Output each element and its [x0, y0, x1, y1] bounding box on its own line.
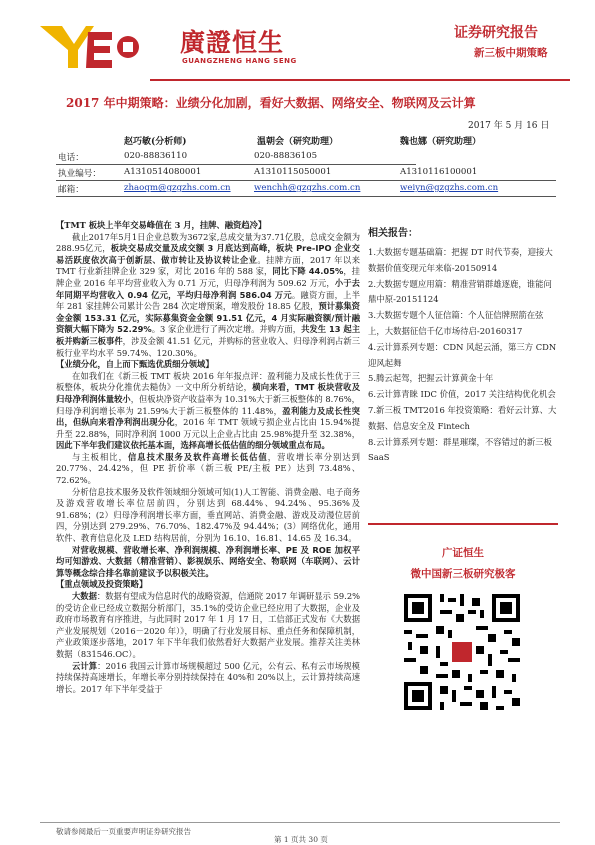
author-name-1: 赵巧敏(分析师) — [124, 137, 187, 147]
report-date: 2017 年 5 月 16 日 — [468, 121, 550, 131]
section-heading: 【TMT 板块上半年交易峰值在 3 月，挂牌、融资趋冷】 — [56, 220, 267, 230]
contact-divider — [56, 196, 556, 197]
author-cert-3: A1310116100001 — [400, 167, 478, 177]
related-report-item[interactable]: 2.大数据专题应用篇：精准营销群雄逐鹿，谁能问鼎中原-20151124 — [368, 278, 552, 305]
related-report-item[interactable]: 6.云计算青睐 IDC 价值，2017 关注结构优化机会 — [368, 389, 556, 400]
doc-type: 证券研究报告 — [454, 25, 538, 41]
author-email-1[interactable]: zhaoqm@gzgzhs.com.cn — [124, 183, 231, 193]
paragraph: 大数据：数据有望成为信息时代的战略资源，信通院 2017 年调研显示 59.2%的受访企业已经成立数据分析部门，35.1%的受访企业已经应用了大数据，企业及政府市场教育有序推进，与此同时 2017 年 1 月 17 日，工信部正式发布《大数据产业发展规划（2016－2020 年）》，明确了行业发展目标、重点任务和保障机制，产业政策逐步落地，2017 年下半年我们依然看好大数据产业发展。推荐关注美林数据（831546.OC）。 — [56, 591, 360, 659]
related-report-item[interactable]: 5.腾云起驾，把握云计算黄金十年 — [368, 373, 494, 384]
author-name-3: 魏也娜（研究助理） — [400, 137, 482, 147]
report-title: 2017 年中期策略：业绩分化加剧，看好大数据、网络安全、物联网及云计算 — [66, 96, 476, 110]
paragraph: 截止2017年5月1日企业总数为3672家,总成交量为37.71亿股，总成交金额为288.95亿元，板块交易成交量及成交额 3 月底达到高峰，板块 Pre-IPO 企业交易活跃度依次高于创新层、做市转让及协议转让企业。挂牌方面，2017 年以来 TMT 行业新挂牌企业 329 家，对比 2016 年的 588 家，同比下降 44.05%，挂牌企业 2016 年平均营业收入为 0.71 万元，归母净利润为 509.62 万元，小于去年同期平均营收入 0.94 亿元，平均归母净利润 586.04 万元。融资方面，上半年 281 家挂牌公司累计公告 284 次定增预案，增发股份 18.85 亿股，预计募集资金金额 153.31 亿元，实际募集资金金额 91.51 亿元，4 月实际融资额/预计融资额大幅下降为 52.29%。3 家企业进行了两次定增。并购方面，共发生 13 起主板并购新三板事件，涉及金额 41.51 亿元，并购标的营业收入、归母净利润占新三板行业平均水平 59.74%、120.30%。 — [56, 231, 361, 358]
main-body — [56, 220, 360, 695]
paragraph: 在如我们在《新三板 TMT 板块 2016 年年报点评：盈利能力及成长性优于三板整体，板块分化推优去糙伪》一文中所分析结论，横向来看，TMT 板块营收及归母净利润体量较小，但板块净资产收益率为 10.31%大于新三板整体的 8.76%，归母净利润增长率为 21.59%大于新三板整体的 11.48%，盈利能力及成长性突出，但纵向来看净利润出现分化，2016 年 TMT 领域亏损企业占比由 15.94%提升至 22.88%，同时净利润 1000 万元以上企业占比由 25.98%提升至 32.38%，因此下半年我们建议依托基本面，选择高增长低估值的细分领域重点布局。 — [56, 370, 360, 451]
section-heading: 【业绩分化，自上而下甄选优质细分领域】 — [56, 359, 214, 370]
related-report-item[interactable]: 4.云计算系列专题：CDN 风起云涌，第三方 CDN 迎风起舞 — [368, 341, 557, 368]
paragraph: 与主板相比，信息技术服务及软件高增长低估值，营收增长率分别达到 20.77%、24.42%，但 PE 折价率（新三板 PE/主板 PE）达到 73.48%、72.62%。 — [56, 451, 360, 486]
contact-divider — [56, 180, 556, 181]
author-name-2: 温朝会（研究助理） — [257, 137, 339, 147]
doc-subtype: 新三板中期策略 — [474, 47, 548, 59]
section-heading: 【重点领域及投资策略】 — [56, 579, 148, 590]
related-report-item[interactable]: 1.大数据专题基础篇：把握 DT 时代节奏，迎接大数据价值变现元年来临-20150914 — [368, 247, 553, 273]
author-cert-2: A1310115050001 — [254, 167, 332, 177]
cert-label: 执业编号： — [58, 169, 101, 179]
side-divider — [368, 523, 558, 525]
footer-divider — [40, 822, 560, 823]
author-email-2[interactable]: wenchh@gzgzhs.com.cn — [254, 183, 361, 193]
related-report-item[interactable]: 8.云计算系列专题：群星璀璨，不容错过的新三板 SaaS — [368, 436, 552, 463]
email-label: 邮箱： — [58, 185, 84, 195]
related-report-item[interactable]: 7.新三板 TMT2016 年投资策略：看好云计算、大数据、信息安全及 Fintech — [368, 404, 557, 431]
disclaimer-note: 敬请参阅最后一页重要声明证券研究报告 — [56, 827, 191, 836]
author-cert-1: A1310514080001 — [124, 167, 202, 177]
phone-label: 电话： — [58, 153, 84, 163]
brand-name-en: GUANGZHENG HANG SENG — [182, 57, 297, 65]
related-reports — [368, 224, 558, 466]
related-report-item[interactable]: 3.大数据专题个人征信篇：个人征信牌照箭在弦上，大数据征信千亿市场待启-20160317 — [368, 310, 544, 336]
contact-divider — [56, 164, 416, 165]
author-email-3[interactable]: weiyn@gzgzhs.com.cn — [400, 183, 499, 193]
paragraph: 对营收规模、营收增长率、净利润规模、净利润增长率、PE 及 ROE 加权平均可知游戏、大数据（精准营销）、影视娱乐、网络安全、物联网（车联网）、云计算等概念综合排名靠前建议予以积极关注。 — [56, 544, 360, 578]
company-logo — [40, 20, 140, 74]
author-phone-2: 020-88836105 — [254, 151, 318, 161]
page-number: 第 1 页共 30 页 — [274, 835, 328, 844]
header-divider — [150, 79, 570, 81]
paragraph: 云计算：2016 我国云计算市场规模超过 500 亿元，公有云、私有云市场规模持续保持高速增长，年增长率分别持续保持在 40%和 20%以上，云计算持续高速增长。2017 年下半年受益于 — [56, 660, 360, 694]
related-reports-title: 相关报告： — [368, 228, 418, 239]
wechat-subtitle: 微中国新三板研究极客 — [410, 568, 516, 580]
wechat-name: 广证恒生 — [442, 547, 484, 559]
paragraph: 分析信息技术服务及软件领域细分领域可知(1)人工智能、消费金融、电子商务及游戏营收增长率位居前四，分别达到 68.44%、94.24%、95.36%及 91.68%；(2）归母净利润增长率方面，垂直网站、消费金融、游戏及动漫位居前四，分别达到 279.29%、76.70%、182.47%及 94.44%；(3）网络优化，通用软件、教育信息化及 LED 结构居前，分别为 16.10、16.81、14.65 及 16.34。 — [56, 486, 360, 544]
qr-code[interactable] — [400, 590, 524, 714]
author-phone-1: 020-88836110 — [124, 151, 188, 161]
brand-name-cn: 廣證恒生 — [180, 28, 285, 57]
